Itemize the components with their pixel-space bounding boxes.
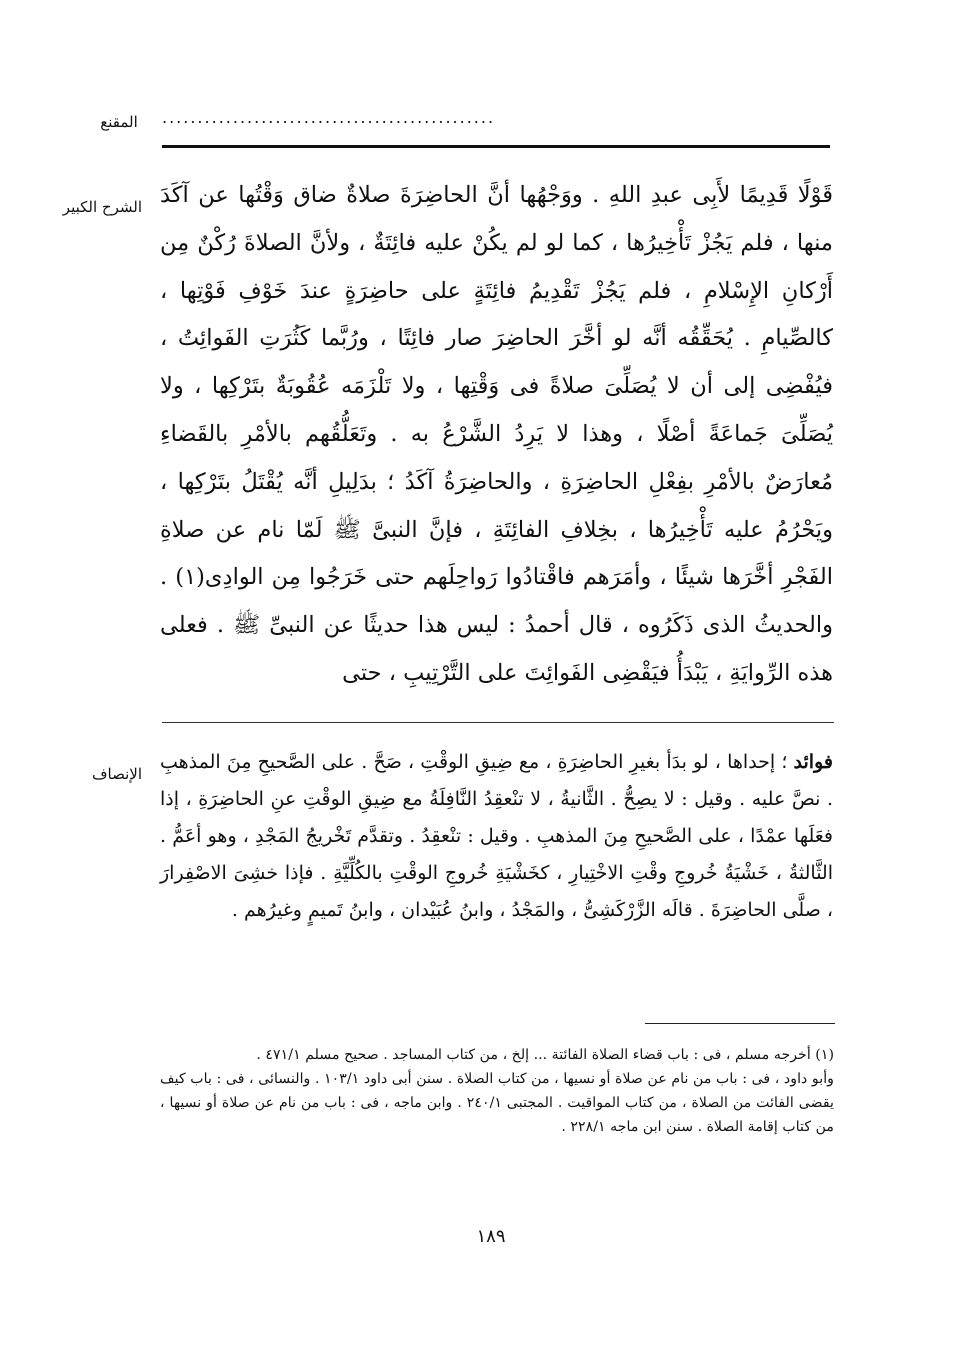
page-number: ١٨٩ (476, 1226, 506, 1247)
header-dot-leader: ............................................... (162, 108, 496, 127)
running-header-title: المقنع (100, 113, 138, 131)
footnote-rule (645, 1023, 835, 1024)
insaf-paragraph (160, 744, 833, 929)
footnotes (160, 1043, 834, 1139)
insaf-text: ؛ إحداها ، لو بدَأ بغيرِ الحاضِرَةِ ، مع ضِيقِ الوقْتِ ، صَحَّ . على الصَّحيحِ مِنَ المذهبِ . نصَّ عليه . وقيل : لا يصِحُّ . الثَّانيةُ ، لا تنْعقِدُ النَّافِلَةُ مع ضِيقِ الوقْتِ عنِ الحاضِرَةِ ، إذا فعَلَها عمْدًا ، على الصَّحيحِ مِنَ المذهبِ . وقيل : تنْعقِدُ . وتقدَّم تَخْريجُ المَجْدِ ، وهو أعَمُّ . الثَّالثةُ ، خَشْيَةُ خُروجِ وقْتِ الاخْتِيارِ ، كخَشْيَةِ خُروجِ الوقْتِ بالكُلِّيَّةِ . فإذا خشِىَ الاصْفِرارَ ، صلَّى الحاضِرَةَ . قالَه الزَّرْكَشِىُّ ، والمَجْدُ ، وابنُ عُبَيْدان ، وابنُ تَميمٍ وغيرُهم . (160, 751, 833, 921)
insaf-text-block (160, 744, 833, 929)
sharh-paragraph: قَوْلًا قَدِيمًا لأَبِى عبدِ اللهِ . ووَجْهُها أنَّ الحاضِرَةَ صلاةٌ ضاق وَقْتُها عن آكَدَ منها ، فلم يَجُزْ تَأْخِيرُها ، كما لو لم يكُنْ عليه فائِتَةٌ ، ولأنَّ الصلاةَ رُكْنٌ مِن أَرْكانِ الإِسْلامِ ، فلم يَجُزْ تَقْدِيمُ فائِتَةٍ على حاضِرَةٍ عندَ خَوْفِ فَوْتِها ، كالصِّيامِ . يُحَقِّقُه أنَّه لو أخَّرَ الحاضِرَ صار فائِتًا ، ورُبَّما كَثُرَتِ الفَوائِتُ ، فيُفْضِى إلى أن لا يُصَلِّىَ صلاةً فى وَقْتِها ، ولا تَلْزَمَه عُقُوبَةٌ بتَرْكِها ، ولا يُصَلِّىَ جَماعَةً أصْلًا ، وهذا لا يَرِدُ الشَّرْعُ به . وتَعَلُّقُهم بالأمْرِ بالقَضاءِ مُعارَضٌ بالأمْرِ بفِعْلِ الحاضِرَةِ ، والحاضِرَةُ آكَدُ ؛ بدَلِيلِ أنَّه يُقْتَلُ بتَرْكِها ، ويَحْرُمُ عليه تَأْخِيرُها ، بخِلافِ الفائِتَةِ ، فإنَّ النبىَّ ﷺ لَمّا نام عن صلاةِ الفَجْرِ أخَّرَها شيئًا ، وأمَرَهم فاقْتادُوا رَواحِلَهم حتى خَرَجُوا مِن الوادِى(١) . والحديثُ الذى ذَكَرُوه ، قال أحمدُ : ليس هذا حديثًا عن النبىِّ ﷺ . فعلى هذه الرِّوايَةِ ، يَبْدَأُ فيَقْضِى الفَوائِتَ على التَّرْتِيبِ ، حتى (160, 182, 833, 686)
footnote-line: وأبو داود ، فى : باب من نام عن صلاة أو نسيها ، من كتاب الصلاة . سنن أبى داود ١٠٣/١ . والنسائى ، فى : باب كيف يقضى الفائت من الصلاة ، من كتاب المواقيت . المجتبى ٢٤٠/١ . وابن ماجه ، فى : باب من نام عن صلاة أو نسيها ، من كتاب إقامة الصلاة . سنن ابن ماجه ٢٢٨/١ . (160, 1071, 835, 1135)
footnote-line: (١) أخرجه مسلم ، فى : باب قضاء الصلاة الفائتة ... إلخ ، من كتاب المساجد . صحيح مسلم ٤٧١/١ . (256, 1047, 834, 1063)
fawaid-heading: فوائد (793, 751, 833, 773)
sharh-text-block (160, 172, 833, 698)
side-label-sharh: الشرح الكبير (62, 198, 142, 216)
header-rule (162, 145, 830, 148)
side-label-insaf: الإنصاف (91, 765, 142, 783)
section-separator (162, 722, 834, 723)
